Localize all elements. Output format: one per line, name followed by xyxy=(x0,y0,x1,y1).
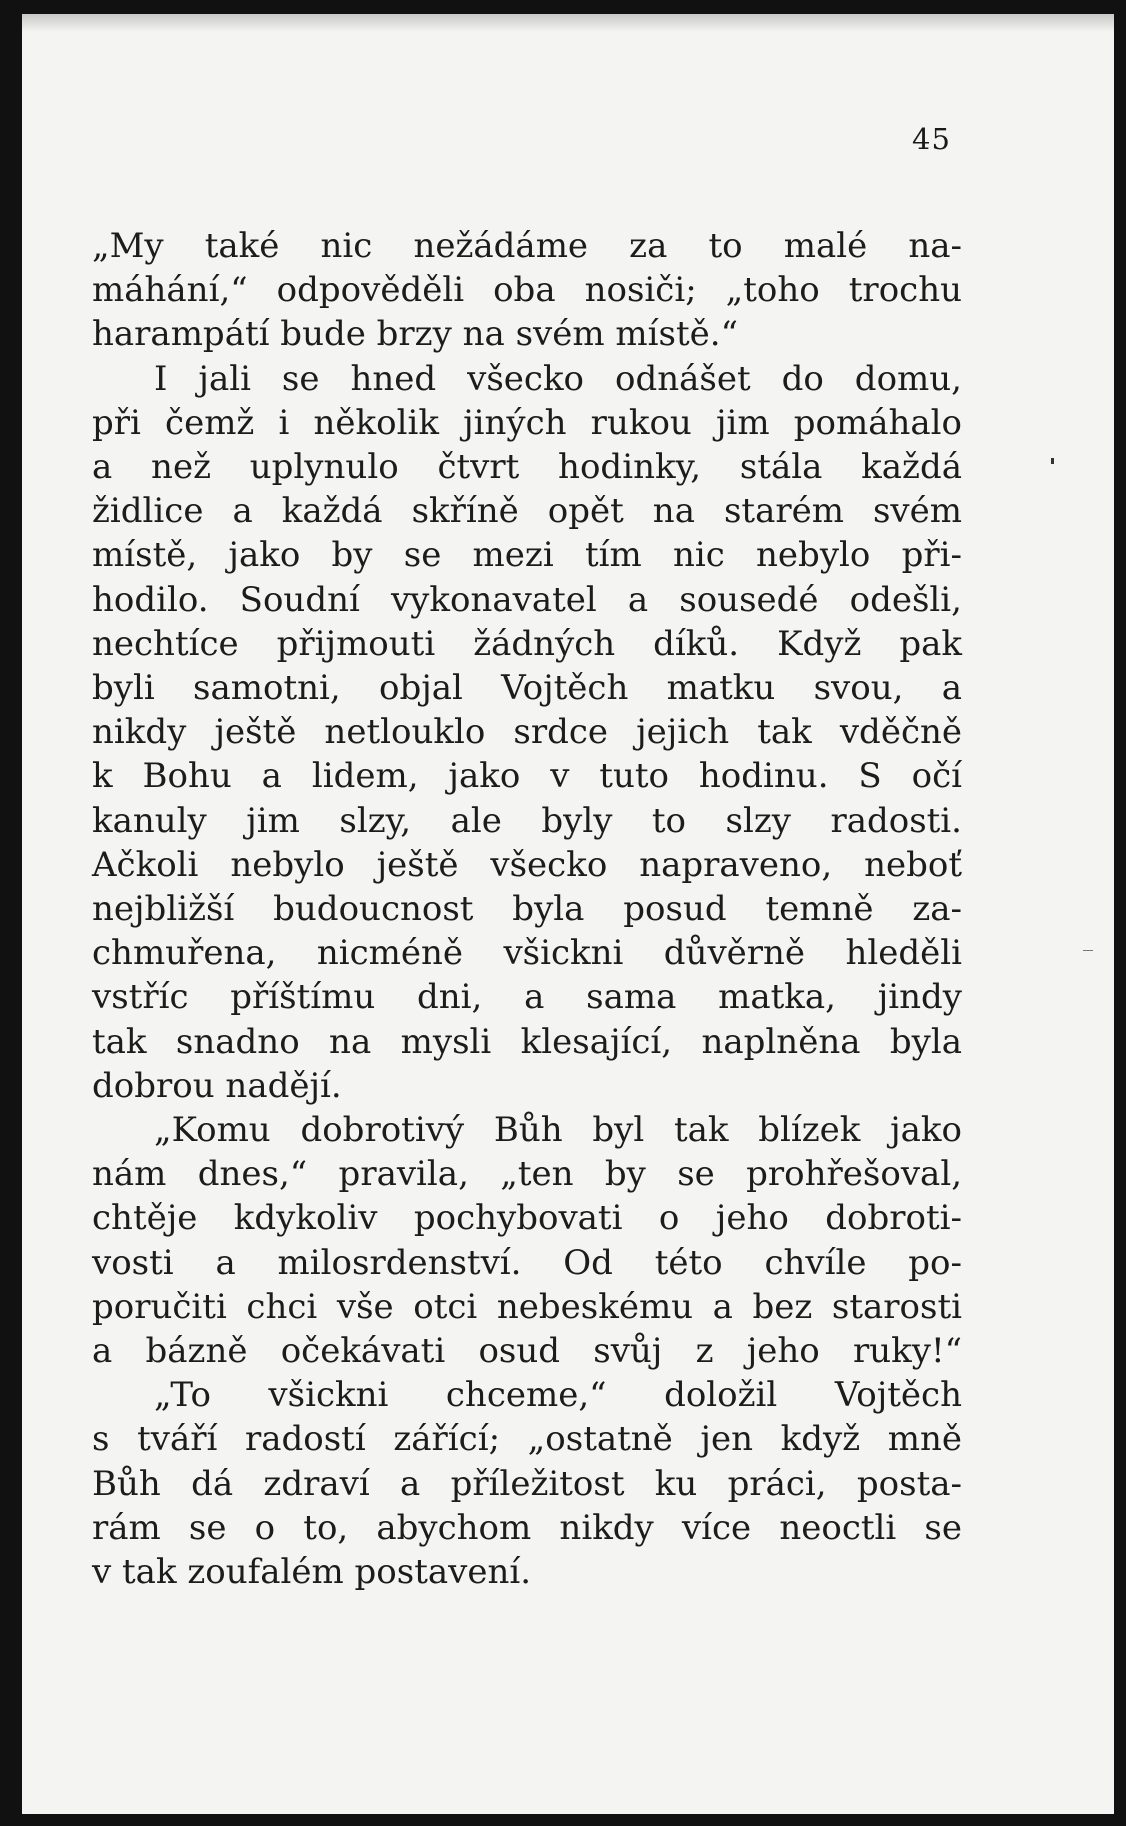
text-line: poručiti chci vše otci nebeskému a bez starosti xyxy=(92,1286,962,1327)
text-line: harampátí bude brzy na svém místě.“ xyxy=(92,314,738,355)
text-line: hodilo. Soudní vykonavatel a sousedé odešli, xyxy=(92,579,962,620)
text-line: byli samotni, objal Vojtěch matku svou, a xyxy=(92,668,962,709)
text-line: I jali se hned všecko odnášet do domu, xyxy=(154,358,962,399)
text-line: při čemž i několik jiných rukou jim pomáhalo xyxy=(92,402,962,443)
text-line: rám se o to, abychom nikdy více neoctli se xyxy=(92,1507,962,1548)
text-line: židlice a každá skříně opět na starém svém xyxy=(92,491,962,532)
text-line: Bůh dá zdraví a příležitost ku práci, posta- xyxy=(92,1463,962,1504)
text-line: „Komu dobrotivý Bůh byl tak blízek jako xyxy=(154,1110,962,1151)
text-line: nikdy ještě netlouklo srdce jejich tak vděčně xyxy=(92,712,962,753)
text-line: místě, jako by se mezi tím nic nebylo při- xyxy=(92,535,962,576)
text-line: nechtíce přijmouti žádných díků. Když pak xyxy=(92,623,962,664)
text-line: vosti a milosrdenství. Od této chvíle po- xyxy=(92,1242,962,1283)
text-line: k Bohu a lidem, jako v tuto hodinu. S očí xyxy=(92,756,962,797)
ink-speck xyxy=(1083,950,1093,951)
text-line: chtěje kdykoliv pochybovati o jeho dobroti- xyxy=(92,1198,962,1239)
text-line: máhání,“ odpověděli oba nosiči; „toho trochu xyxy=(92,270,962,311)
ink-speck xyxy=(1051,458,1054,464)
text-line: v tak zoufalém postavení. xyxy=(92,1552,532,1593)
book-page xyxy=(22,14,1114,1814)
text-line: tak snadno na mysli klesající, naplněna byla xyxy=(92,1021,962,1062)
body-text xyxy=(92,224,962,1594)
text-line: dobrou nadějí. xyxy=(92,1065,342,1106)
text-line: „My také nic nežádáme za to malé na- xyxy=(92,226,962,266)
text-line: chmuřena, nicméně všickni důvěrně hleděli xyxy=(92,933,962,974)
text-line: „To všickni chceme,“ doložil Vojtěch xyxy=(154,1375,962,1416)
text-line: a než uplynulo čtvrt hodinky, stála každá xyxy=(92,447,962,488)
text-line: s tváří radostí zářící; „ostatně jen když mně xyxy=(92,1419,962,1460)
text-line: kanuly jim slzy, ale byly to slzy radosti. xyxy=(92,800,962,841)
text-line: vstříc příštímu dni, a sama matka, jindy xyxy=(92,977,962,1018)
text-line: nám dnes,“ pravila, „ten by se prohřešoval, xyxy=(92,1154,962,1195)
text-line: a bázně očekávati osud svůj z jeho ruky!“ xyxy=(92,1331,962,1372)
text-line: Ačkoli nebylo ještě všecko napraveno, neboť xyxy=(92,844,962,885)
page-number: 45 xyxy=(912,122,951,156)
text-line: nejbližší budoucnost byla posud temně za- xyxy=(92,889,962,930)
